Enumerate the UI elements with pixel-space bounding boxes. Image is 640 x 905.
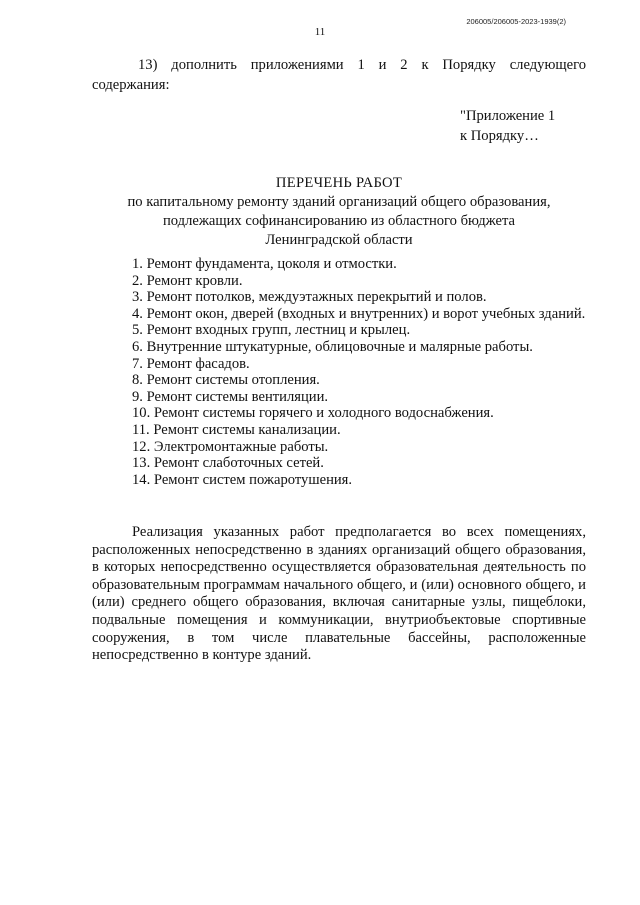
intro-line-1: 13) дополнить приложениями 1 и 2 к Порядку следующего [138,57,586,73]
list-item: 8. Ремонт системы отопления. [132,372,320,389]
appendix-ref-line-2: к Порядку… [460,128,539,144]
list-item: 14. Ремонт систем пожаротушения. [132,471,353,488]
list-subtitle-line-1: по капитальному ремонту зданий организаций общего образования, [127,194,551,210]
amendment-intro [92,55,586,95]
list-item: 5. Ремонт входных групп, лестниц и крылец. [132,322,411,339]
appendix-ref-line-1: "Приложение 1 [460,108,556,124]
list-item: 6. Внутренние штукатурные, облицовочные и малярные работы. [132,338,533,355]
list-subtitle-line-3: Ленинградской области [265,232,413,248]
list-title-block [92,174,586,250]
list-item: 12. Электромонтажные работы. [132,438,329,455]
intro-line-2: содержания: [92,77,170,93]
list-item: 9. Ремонт системы вентиляции. [132,388,329,405]
list-item: 7. Ремонт фасадов. [132,355,250,372]
list-item: 2. Ремонт кровли. [132,272,243,289]
works-list [92,256,586,488]
list-item: 10. Ремонт системы горячего и холодного водоснабжения. [132,405,494,422]
appendix-reference [460,106,555,146]
list-item: 1. Ремонт фундамента, цоколя и отмостки. [132,256,397,272]
list-item: 11. Ремонт системы канализации. [132,421,341,438]
list-item: 3. Ремонт потолков, междуэтажных перекрытий и полов. [132,289,487,306]
list-subtitle-line-2: подлежащих софинансированию из областного бюджета [162,213,516,229]
conclusion-paragraph: Реализация указанных работ предполагается во всех помещениях, расположенных непосредственно в зданиях организаций общего образования, в которых непосредственно осуществляется образовательная деятельность по образовательным программам начального общего, и (или) основного общего, и (или) среднего общего образования, включая санитарные узлы, пищеблоки, подвальные помещения и коммуникации, внутриобъектовые спортивные сооружения, в том числе плавательные бассейны, расположенные непосредственно в контуре зданий. [92,524,586,664]
list-item: 4. Ремонт окон, дверей (входных и внутренних) и ворот учебных зданий. [132,305,586,322]
list-item: 13. Ремонт слаботочных сетей. [132,455,324,472]
document-code: 206005/206005-2023-1939(2) [466,17,566,26]
page-number: 11 [314,26,326,38]
list-title: ПЕРЕЧЕНЬ РАБОТ [275,175,403,191]
